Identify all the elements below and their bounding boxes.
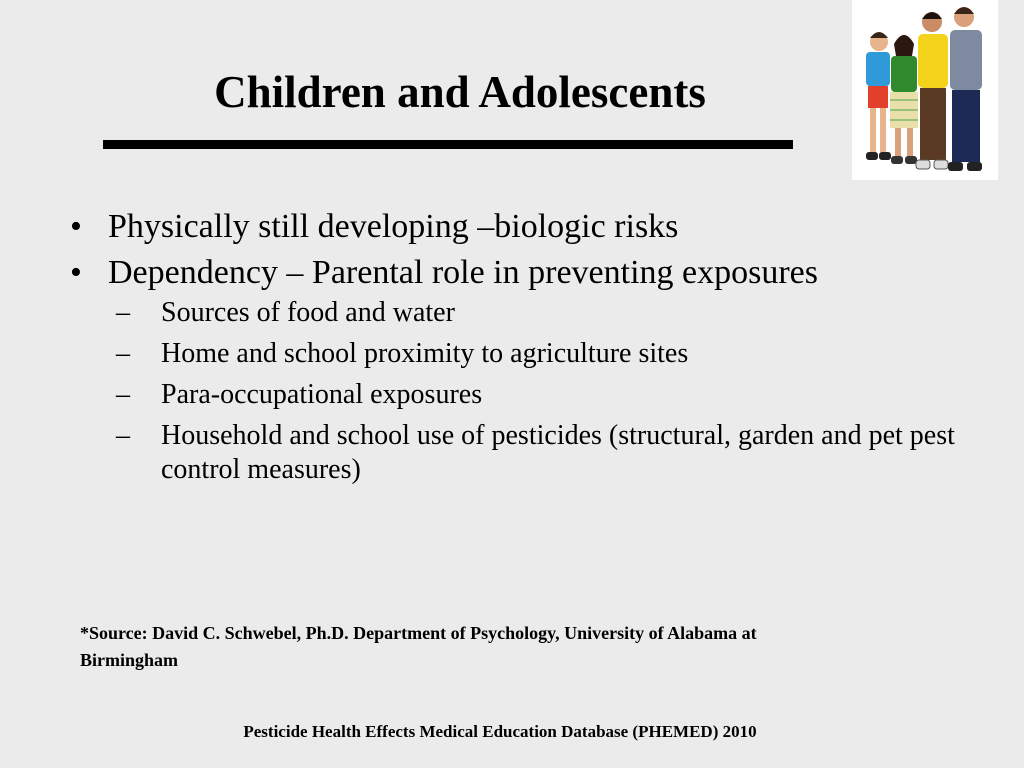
bullet-list <box>70 204 970 494</box>
sub-bullet-list <box>108 296 970 487</box>
slide-footer: Pesticide Health Effects Medical Education Database (PHEMED) 2010 <box>243 722 757 741</box>
children-illustration <box>852 0 998 180</box>
sub-bullet-text: Sources of food and water <box>161 297 455 328</box>
slide-title: Children and Adolescents <box>214 67 706 117</box>
sub-bullet-text: Para-occupational exposures <box>161 379 483 410</box>
sub-bullet-marker: – <box>116 338 130 369</box>
bullet-marker: • <box>70 254 82 291</box>
sub-bullet-marker: – <box>116 297 130 328</box>
title-underline <box>103 140 793 149</box>
children-group-image <box>852 0 998 180</box>
sub-bullet-text: Household and school use of pesticides (structural, garden and pet pest control measures) <box>161 420 955 485</box>
bullet-marker: • <box>70 208 82 245</box>
sub-bullet-item <box>116 378 970 412</box>
bullet-item <box>70 204 970 250</box>
sub-bullet-marker: – <box>116 420 130 451</box>
bullet-text: Dependency – Parental role in preventing exposures <box>108 254 818 291</box>
bullet-item <box>70 250 970 487</box>
sub-bullet-item <box>116 337 970 371</box>
sub-bullet-marker: – <box>116 379 130 410</box>
sub-bullet-item <box>116 419 970 487</box>
source-citation: *Source: David C. Schwebel, Ph.D. Department of Psychology, University of Alabama at Birmingham <box>80 623 757 670</box>
sub-bullet-item <box>116 296 970 330</box>
sub-bullet-text: Home and school proximity to agriculture sites <box>161 338 689 369</box>
bullet-text: Physically still developing –biologic risks <box>108 208 679 245</box>
